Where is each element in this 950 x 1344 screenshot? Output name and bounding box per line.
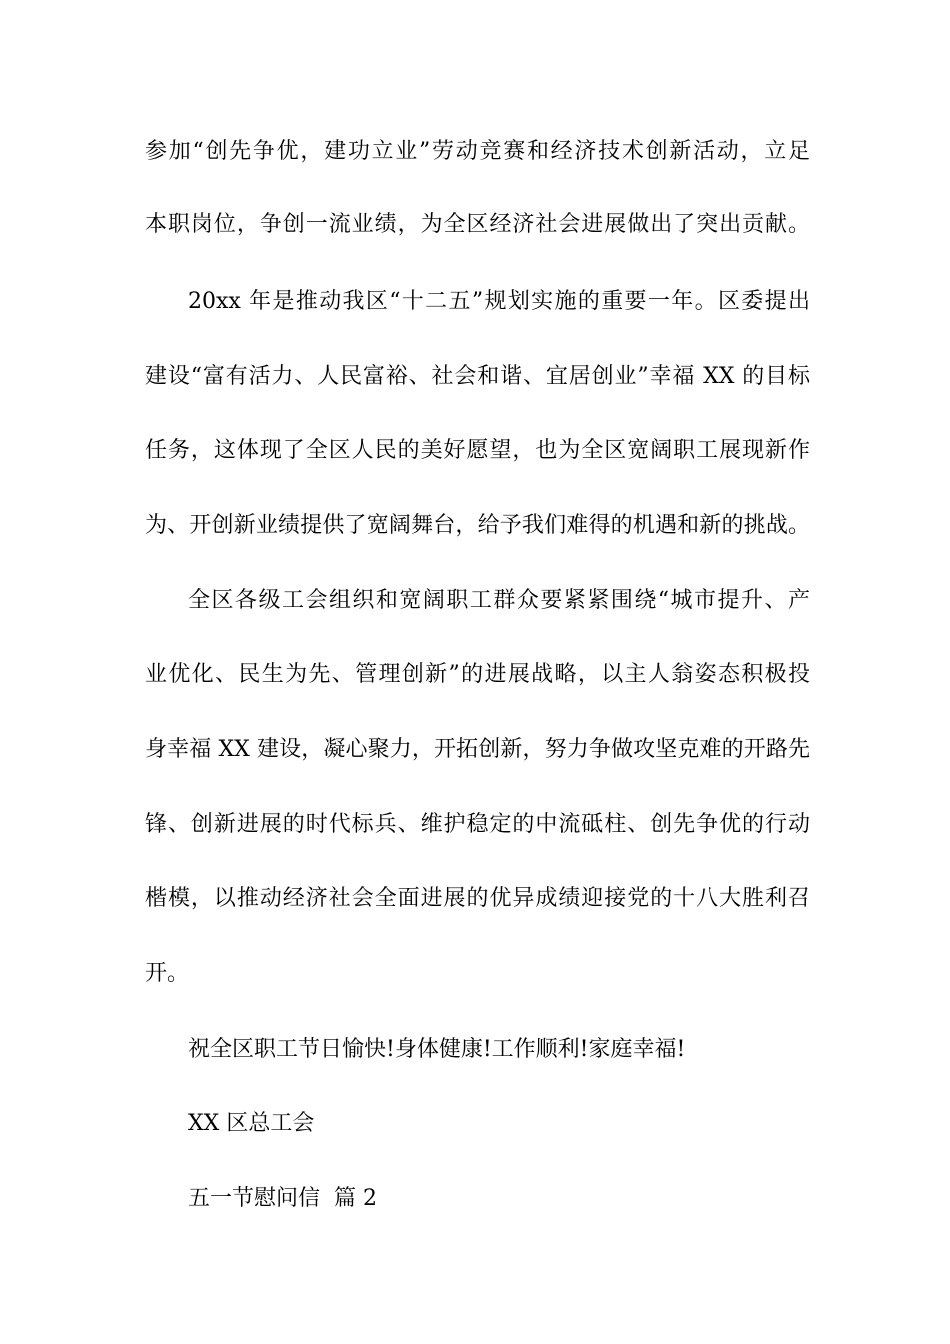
paragraph-3-line-2: 业优化、民生为先、管理创新”的进展战略，以主人翁姿态积极投 bbox=[145, 662, 810, 687]
signature-line: XX 区总工会 bbox=[188, 1111, 315, 1136]
greeting-line: 祝全区职工节日愉快!身体健康!工作顺利!家庭幸福! bbox=[188, 1037, 686, 1062]
paragraph-2-line-2: 建设“富有活力、人民富裕、社会和谐、宜居创业”幸福 XX 的目标 bbox=[145, 364, 810, 389]
paragraph-1-line-2: 本职岗位，争创一流业绩，为全区经济社会进展做出了突出贡献。 bbox=[145, 212, 810, 237]
paragraph-2-line-4: 为、开创新业绩提供了宽阔舞台，给予我们难得的机遇和新的挑战。 bbox=[145, 513, 810, 538]
paragraph-2-line-1: 20xx 年是推动我区“十二五”规划实施的重要一年。区委提出 bbox=[188, 289, 810, 314]
section-heading: 五一节慰问信 篇 2 bbox=[188, 1186, 377, 1211]
paragraph-3-line-6: 开。 bbox=[145, 961, 190, 986]
paragraph-3-line-1: 全区各级工会组织和宽阔职工群众要紧紧围绕“城市提升、产 bbox=[188, 588, 810, 613]
paragraph-3-line-5: 楷模，以推动经济社会全面进展的优异成绩迎接党的十八大胜利召 bbox=[145, 886, 810, 911]
paragraph-2-line-3: 任务，这体现了全区人民的美好愿望，也为全区宽阔职工展现新作 bbox=[145, 438, 810, 463]
paragraph-3-line-3: 身幸福 XX 建设，凝心聚力，开拓创新，努力争做攻坚克难的开路先 bbox=[145, 737, 810, 762]
paragraph-1-line-1: 参加“创先争优，建功立业”劳动竞赛和经济技术创新活动，立足 bbox=[145, 139, 810, 164]
paragraph-3-line-4: 锋、创新进展的时代标兵、维护稳定的中流砥柱、创先争优的行动 bbox=[145, 812, 810, 837]
